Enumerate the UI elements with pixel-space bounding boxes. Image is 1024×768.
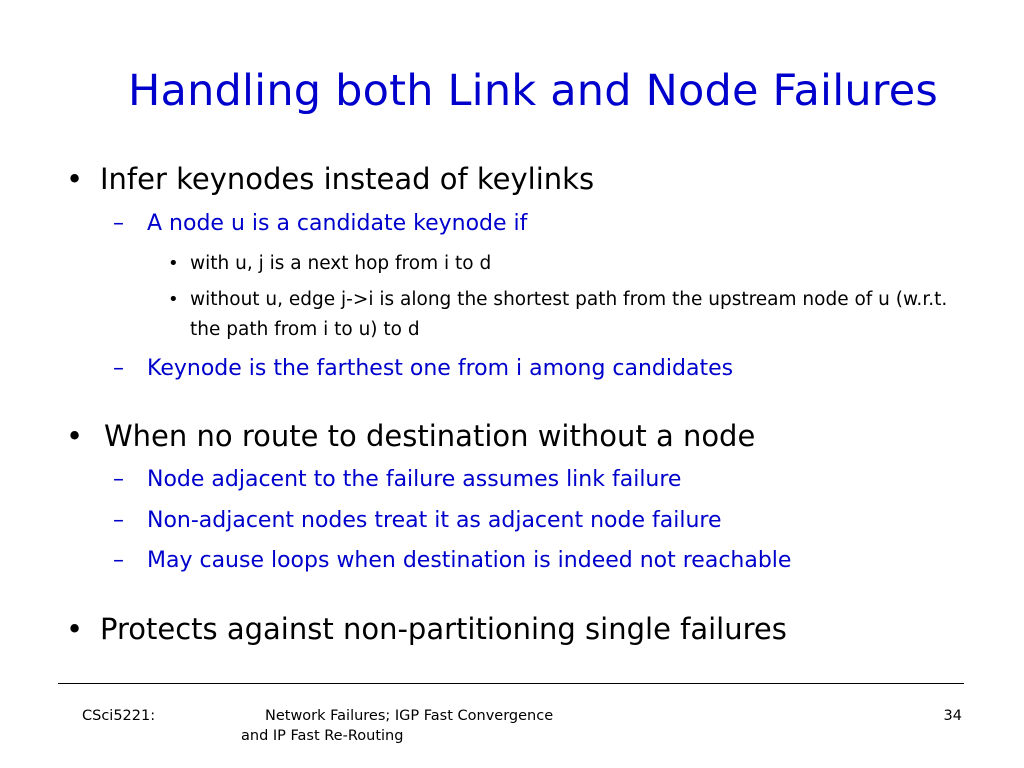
bullet-item-level1: [66, 612, 787, 646]
bullet-text: Keynode is the farthest one from i among candidates: [147, 356, 734, 381]
bullet-item-level2: [113, 211, 528, 236]
bullet-item-level1: [66, 162, 595, 196]
bullet-item-level3: [168, 249, 980, 279]
page-number: 34: [943, 708, 962, 724]
bullet-text: Non-adjacent nodes treat it as adjacent node failure: [147, 508, 722, 533]
bullet-text: without u, edge j->i is along the shortest path from the upstream node of u (w.r.t. the path from i to u) to d: [190, 289, 948, 340]
dash-icon: –: [113, 548, 124, 573]
dash-icon: –: [113, 508, 124, 533]
footer-divider: [58, 683, 964, 684]
dash-icon: –: [113, 356, 124, 381]
footer-course: CSci5221:: [82, 708, 156, 724]
bullet-icon: •: [66, 162, 84, 196]
bullet-item-level1: [66, 419, 756, 453]
bullet-item-level2: [113, 548, 792, 573]
bullet-icon: •: [168, 289, 179, 310]
footer-topic-line2: and IP Fast Re-Routing: [241, 728, 404, 744]
dash-icon: –: [113, 211, 124, 236]
bullet-item-level2: [113, 356, 734, 381]
bullet-icon: •: [168, 253, 179, 274]
bullet-item-level2: [113, 508, 722, 533]
dash-icon: –: [113, 467, 124, 492]
bullet-text: Infer keynodes instead of keylinks: [100, 162, 595, 196]
bullet-text: with u, j is a next hop from i to d: [190, 253, 492, 274]
bullet-text: A node u is a candidate keynode if: [147, 211, 528, 236]
bullet-icon: •: [66, 419, 84, 453]
bullet-text: May cause loops when destination is indeed not reachable: [147, 548, 792, 573]
footer-topic-line1: Network Failures; IGP Fast Convergence: [265, 708, 554, 724]
bullet-text: Protects against non-partitioning single failures: [100, 612, 787, 646]
bullet-text: When no route to destination without a node: [104, 419, 756, 453]
bullet-text: Node adjacent to the failure assumes link failure: [147, 467, 682, 492]
bullet-item-level2: [113, 467, 682, 492]
bullet-item-level3: [168, 285, 980, 345]
slide-title: Handling both Link and Node Failures: [128, 66, 938, 116]
bullet-icon: •: [66, 612, 84, 646]
